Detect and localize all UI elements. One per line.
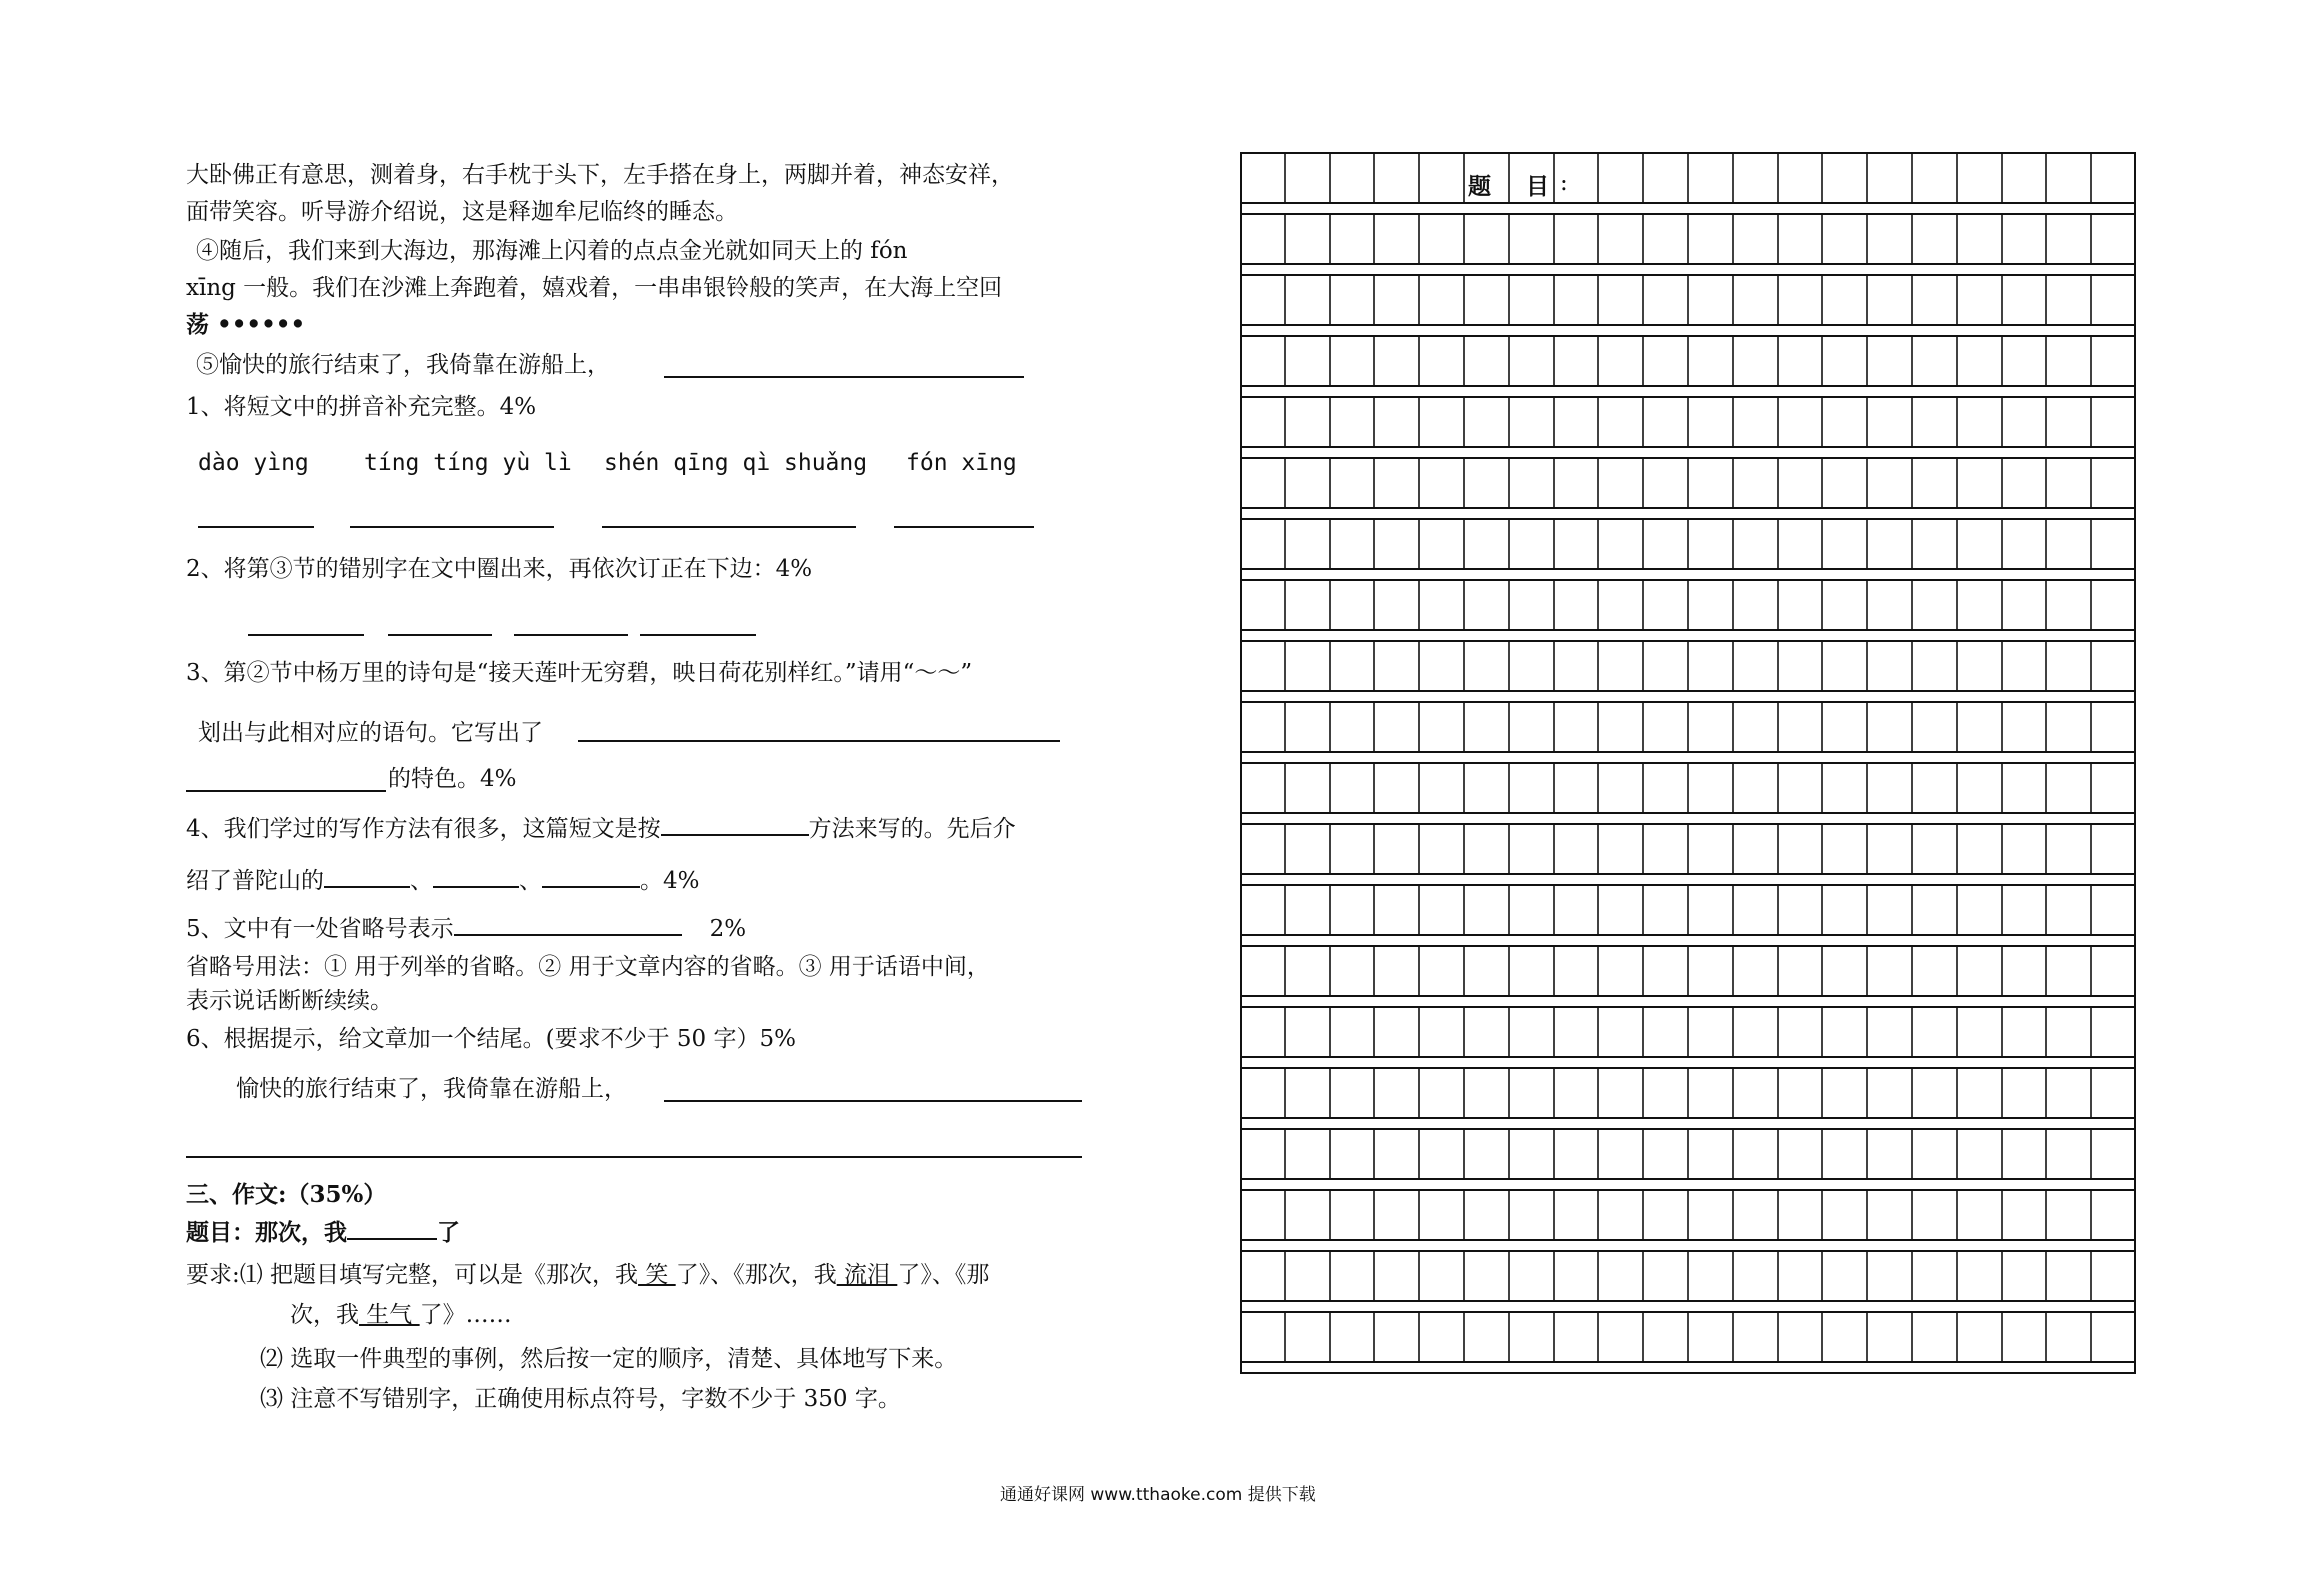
requirement-text: 要求:⑴ 把题目填写完整，可以是《那次，我 bbox=[186, 1262, 639, 1288]
answer-blank[interactable] bbox=[186, 790, 386, 792]
question-6: 6、根据提示，给文章加一个结尾。(要求不少于 50 字）5% bbox=[186, 1026, 796, 1052]
answer-blank[interactable] bbox=[661, 814, 809, 836]
question-5 bbox=[186, 914, 746, 944]
question-5-score: 2% bbox=[709, 916, 747, 942]
question-3: 3、第②节中杨万里的诗句是“接天莲叶无穷碧，映日荷花别样红。”请用“～～” bbox=[186, 660, 973, 686]
question-4-cont bbox=[186, 866, 700, 896]
question-4 bbox=[186, 814, 1016, 844]
passage-line: 面带笑容。听导游介绍说，这是释迦牟尼临终的睡态。 bbox=[186, 199, 738, 225]
composition-title bbox=[186, 1218, 460, 1248]
answer-blank[interactable] bbox=[350, 526, 554, 528]
footer-credit: 通通好课网 www.tthaoke.com 提供下载 bbox=[1000, 1485, 1316, 1505]
requirement-text: 了》…… bbox=[419, 1302, 512, 1328]
ellipsis-usage-note: 表示说话断断续续。 bbox=[186, 988, 393, 1014]
requirement-1 bbox=[186, 1260, 989, 1290]
passage-line: 荡 •••••• bbox=[186, 311, 306, 338]
answer-blank[interactable] bbox=[640, 634, 756, 636]
passage-line: 大卧佛正有意思，测着身，右手枕于头下，左手搭在身上，两脚并着，神态安祥， bbox=[186, 162, 1014, 188]
question-4-text-d: 。4% bbox=[640, 868, 700, 894]
grid-title-label: 题 bbox=[1468, 173, 1491, 200]
answer-blank[interactable] bbox=[514, 634, 628, 636]
grid-title-label: 目 bbox=[1526, 173, 1549, 200]
composition-title-text: 题目：那次，我 bbox=[186, 1219, 347, 1246]
question-3-cont: 划出与此相对应的语句。它写出了 bbox=[198, 720, 543, 746]
answer-blank[interactable] bbox=[664, 376, 1024, 378]
pinyin-2: tíng tíng yù lì bbox=[364, 450, 572, 476]
answer-blank[interactable] bbox=[542, 866, 640, 888]
requirement-text: 了》、《那次，我 bbox=[675, 1262, 837, 1288]
question-4-text-a: 4、我们学过的写作方法有很多，这篇短文是按 bbox=[186, 816, 661, 842]
example-word: 笑 bbox=[638, 1262, 676, 1288]
passage-line: xīng 一般。我们在沙滩上奔跑着，嬉戏着，一串串银铃般的笑声，在大海上空回 bbox=[186, 275, 1003, 301]
answer-blank[interactable] bbox=[433, 866, 519, 888]
ellipsis-usage-note: 省略号用法：① 用于列举的省略。② 用于文章内容的省略。③ 用于话语中间， bbox=[186, 954, 990, 980]
question-2: 2、将第③节的错别字在文中圈出来，再依次订正在下边：4% bbox=[186, 556, 813, 582]
composition-heading: 三、作文:（35%） bbox=[186, 1181, 387, 1208]
answer-blank[interactable] bbox=[454, 914, 682, 936]
answer-blank[interactable] bbox=[186, 1156, 1082, 1158]
separator: 、 bbox=[519, 868, 542, 894]
answer-blank[interactable] bbox=[198, 526, 314, 528]
ending-prompt: 愉快的旅行结束了，我倚靠在游船上， bbox=[236, 1076, 627, 1102]
pinyin-3: shén qīng qì shuǎng bbox=[604, 450, 868, 476]
pinyin-1: dào yìng bbox=[198, 450, 309, 476]
separator: 、 bbox=[410, 868, 433, 894]
requirement-2: ⑵ 选取一件典型的事例，然后按一定的顺序，清楚、具体地写下来。 bbox=[260, 1346, 958, 1372]
grid-title-colon: : bbox=[1560, 170, 1568, 196]
requirement-text: 次，我 bbox=[290, 1302, 359, 1328]
question-3-end: 的特色。4% bbox=[388, 766, 517, 792]
answer-blank[interactable] bbox=[347, 1218, 437, 1240]
passage-line: ⑤愉快的旅行结束了，我倚靠在游船上， bbox=[196, 352, 610, 378]
question-5-text: 5、文中有一处省略号表示 bbox=[186, 916, 454, 942]
grid-lines bbox=[1240, 152, 2136, 1374]
answer-blank[interactable] bbox=[664, 1100, 1082, 1102]
passage-line: ④随后，我们来到大海边，那海滩上闪着的点点金光就如同天上的 fón bbox=[196, 238, 908, 264]
requirement-1-cont bbox=[290, 1300, 512, 1330]
answer-blank[interactable] bbox=[248, 634, 364, 636]
requirement-text: 了》、《那 bbox=[897, 1262, 990, 1288]
answer-blank[interactable] bbox=[324, 866, 410, 888]
answer-blank[interactable] bbox=[388, 634, 492, 636]
requirement-3: ⑶ 注意不写错别字，正确使用标点符号，字数不少于 350 字。 bbox=[260, 1386, 901, 1412]
example-word: 生气 bbox=[359, 1302, 420, 1328]
composition-title-end: 了 bbox=[437, 1219, 460, 1246]
example-word: 流泪 bbox=[836, 1262, 898, 1288]
question-4-text-b: 方法来写的。先后介 bbox=[808, 816, 1016, 842]
question-4-text-c: 绍了普陀山的 bbox=[186, 868, 324, 894]
pinyin-4: fón xīng bbox=[906, 450, 1017, 476]
question-1: 1、将短文中的拼音补充完整。4% bbox=[186, 394, 537, 420]
answer-blank[interactable] bbox=[894, 526, 1034, 528]
composition-grid[interactable] bbox=[1240, 152, 2136, 1374]
answer-blank[interactable] bbox=[578, 740, 1060, 742]
answer-blank[interactable] bbox=[602, 526, 856, 528]
